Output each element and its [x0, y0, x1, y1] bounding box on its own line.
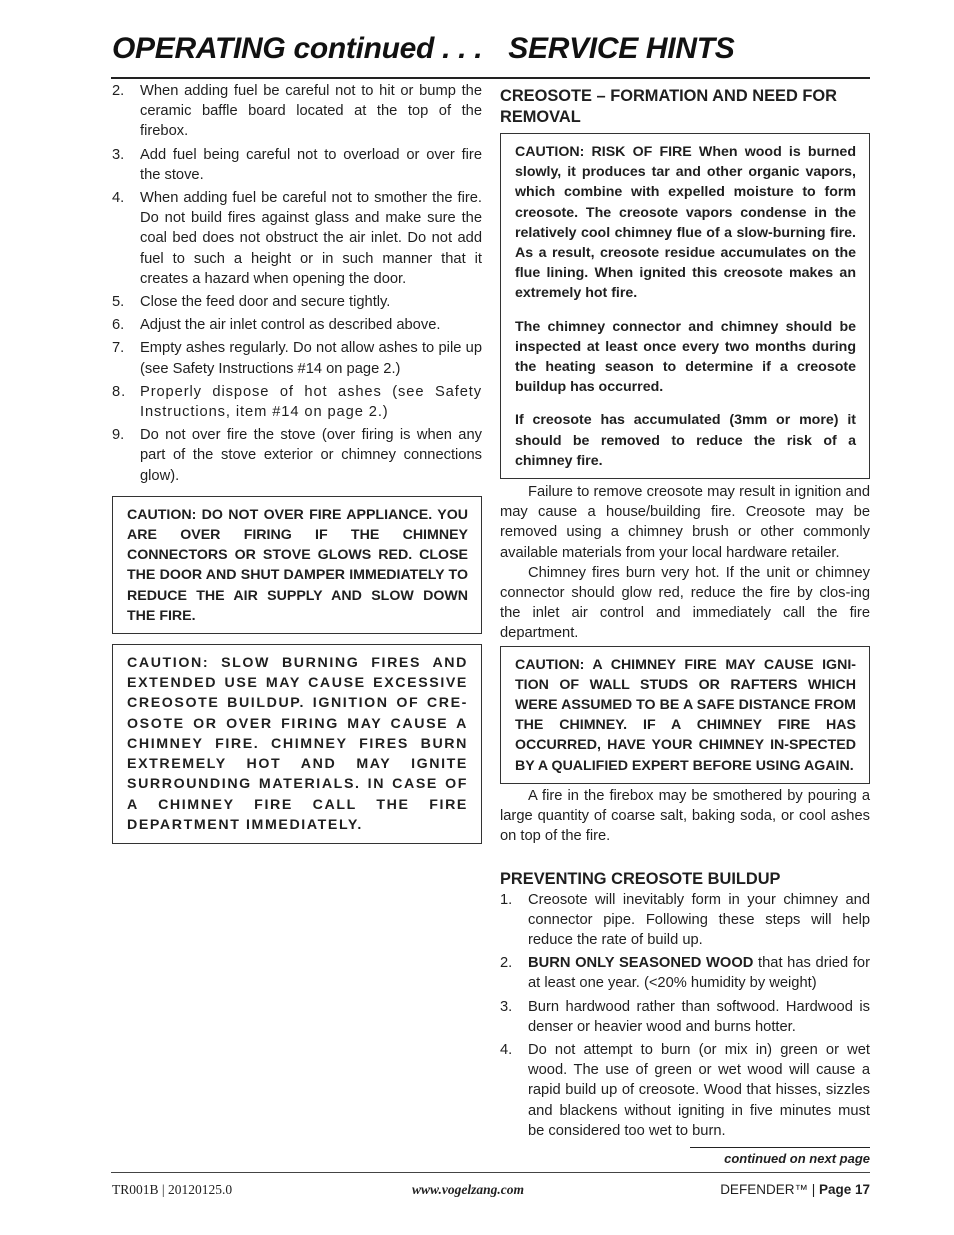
caution-text: CAUTION: DO NOT OVER FIRE APPLIANCE. YOU ARE OVER FIRING IF THE CHIMNEY CONNECTORS OR STOVE GLOWS RED. CLOSE THE DOOR AND SHUT DAMPER IMMEDIATELY TO REDUCE THE AIR SUPPLY AND SLOW DOWN THE FIRE.	[127, 506, 468, 624]
list-item: 7. Empty ashes regularly. Do not allow ashes to pile up (see Safety Instructions #14 on page 2.)	[112, 340, 482, 377]
section-heading-preventing: PREVENTING CREOSOTE BUILDUP	[500, 869, 781, 888]
caution-box-slow-burning	[112, 644, 482, 844]
list-item: 1. Creosote will inevitably form in your chimney and connector pipe. Following these steps will help reduce the rate of build up.	[500, 891, 870, 948]
list-item: 6. Adjust the air inlet control as described above.	[112, 317, 441, 334]
list-item: 8. Properly dispose of hot ashes (see Safety Instructions, item #14 on page 2.)	[112, 383, 482, 421]
list-item: 3. Add fuel being careful not to overload or over fire the stove.	[112, 146, 482, 183]
section-heading-creosote: CREOSOTE – FORMATION AND NEED FOR REMOVAL	[500, 87, 837, 126]
list-item: 2. When adding fuel be careful not to hit or bump the ceramic baffle board located at the top of the firebox.	[112, 83, 482, 140]
caution-box-risk-of-fire	[500, 133, 870, 479]
caution-text: CAUTION: SLOW BURNING FIRES AND EXTENDED USE MAY CAUSE EXCESSIVE CREOSOTE BUILDUP. IGNITION OF CRE-OSOTE OR OVER FIRING MAY CAUSE A CHIMNEY FIRE. CHIMNEY FIRES BURN EXTREMELY HOT AND MAY IGNITE SURROUNDING MATERIALS. IN CASE OF A CHIMNEY FIRE CALL THE FIRE DEPARTMENT IMMEDIATELY.	[127, 655, 468, 833]
right-column	[500, 86, 870, 1144]
caution-text: If creosote has accumulated (3mm or more) it should be removed to reduce the risk of a chimney fire.	[515, 412, 856, 469]
list-item: 2. BURN ONLY SEASONED WOOD that has dried for at least one year. (<20% humidity by weight)	[500, 955, 870, 992]
title-operating: OPERATING continued . . .	[112, 32, 483, 65]
caution-box-over-fire	[112, 496, 482, 634]
footer-product: DEFENDER™ |	[720, 1182, 819, 1197]
operating-steps-list	[112, 81, 482, 486]
footer-page-info	[720, 1182, 870, 1197]
page-title	[112, 32, 734, 66]
list-item: 4. When adding fuel be careful not to smother the fire. Do not build fires against glass and make sure the coal bed does not obstruct the air inlet. Do not add fuel to such a height or in such manner that it creates a hazard when opening the door.	[112, 190, 482, 287]
continued-note: continued on next page	[690, 1147, 870, 1166]
footer-rule	[111, 1172, 870, 1173]
list-item: 9. Do not over fire the stove (over firing is when any part of the stove exterior or chimney connections glow).	[112, 427, 482, 484]
caution-text: CAUTION: RISK OF FIRE When wood is burned slowly, it produces tar and other organic vapors, which combine with expelled moisture to form creosote. The creosote vapors condense in the relatively cool chimney flue of a slow-burning fire. As a result, creosote residue accumulates on the flue lining. When ignited this creosote makes an extremely hot fire.	[515, 144, 856, 302]
paragraph: Chimney fires burn very hot. If the unit or chimney connector should glow red, reduce the fire by clos-ing the inlet air control and immediately call the fire department.	[500, 564, 870, 642]
list-item: 4. Do not attempt to burn (or mix in) green or wet wood. The use of green or wet wood will cause a rapid build up of creosote. Wood that hisses, sizzles and blackens without igniting in five minutes must be considered too wet to burn.	[500, 1041, 870, 1139]
list-item: 3. Burn hardwood rather than softwood. Hardwood is denser or heavier wood and burns hotter.	[500, 998, 870, 1035]
paragraph: Failure to remove creosote may result in ignition and may cause a house/building fire. Creosote may be removed using a chimney brush or other commonly available materials from your local hardware retailer.	[500, 484, 870, 561]
paragraph: A fire in the firebox may be smothered by pouring a large quantity of coarse salt, baking soda, or cool ashes on top of the fire.	[500, 787, 870, 845]
caution-text: CAUTION: A CHIMNEY FIRE MAY CAUSE IGNI-TION OF WALL STUDS OR RAFTERS WHICH WERE ASSUMED TO BE A SAFE DISTANCE FROM THE CHIMNEY. IF A CHIMNEY FIRE HAS OCCURRED, HAVE YOUR CHIMNEY IN-SPECTED BY A QUALIFIED EXPERT BEFORE USING AGAIN.	[515, 656, 856, 774]
footer-website-link[interactable]: www.vogelzang.com	[412, 1182, 525, 1197]
header-rule	[111, 77, 870, 79]
list-item: 5. Close the feed door and secure tightly.	[112, 294, 391, 311]
footer-doc-id: TR001B | 20120125.0	[112, 1182, 233, 1197]
preventing-steps-list	[500, 890, 870, 1141]
caution-text: The chimney connector and chimney should be inspected at least once every two months during the heating season to determine if a creosote buildup has occurred.	[515, 318, 856, 396]
title-service-hints: SERVICE HINTS	[508, 32, 735, 65]
caution-box-chimney-fire	[500, 646, 870, 784]
left-column	[112, 81, 482, 844]
footer-page-number: Page 17	[818, 1182, 870, 1197]
